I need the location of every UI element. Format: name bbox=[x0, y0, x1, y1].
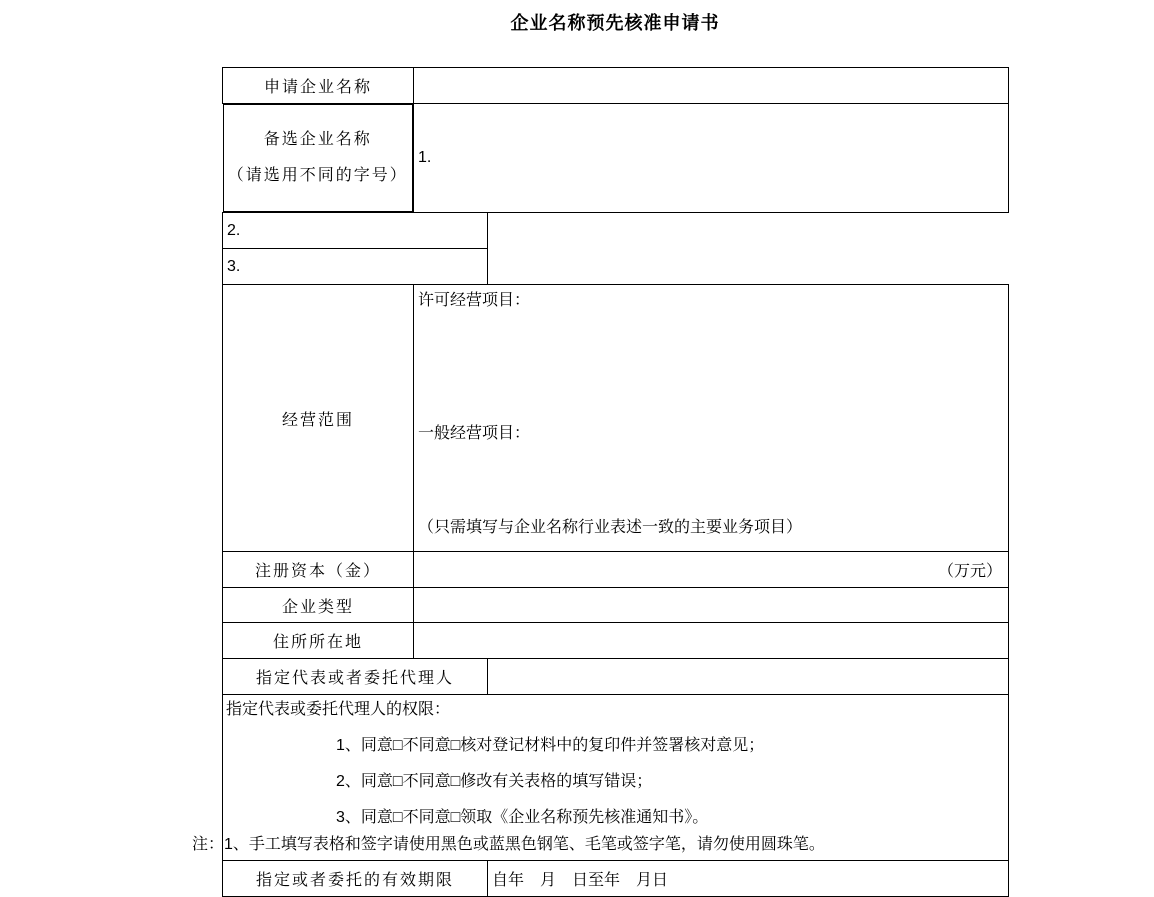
alternative-name-prefix-2: 2. bbox=[227, 221, 241, 239]
alternative-name-input-cell-2[interactable] bbox=[223, 213, 488, 249]
general-items-label: 一般经营项目： bbox=[418, 425, 531, 442]
alternative-name-row-3 bbox=[223, 249, 1009, 285]
validity-label: 指定或者委托的有效期限 bbox=[223, 861, 488, 897]
enterprise-type-input-cell[interactable] bbox=[414, 588, 1009, 623]
enterprise-type-label: 企业类型 bbox=[223, 588, 414, 623]
validity-value: 自年 月 日至年 月日 bbox=[492, 872, 669, 889]
agent-row bbox=[223, 659, 1009, 695]
business-scope-row bbox=[223, 285, 1009, 552]
address-row bbox=[223, 623, 1009, 659]
validity-row bbox=[223, 861, 1009, 897]
applied-name-label: 申请企业名称 bbox=[223, 68, 414, 104]
business-scope-label: 经营范围 bbox=[223, 285, 414, 552]
authority-heading: 指定代表或委托代理人的权限： bbox=[226, 701, 451, 718]
alternative-names-label bbox=[223, 104, 414, 212]
alternative-names-label-line2: （请选用不同的字号） bbox=[227, 167, 408, 184]
alternative-name-row-1 bbox=[223, 104, 1009, 213]
alternative-name-prefix-1: 1. bbox=[418, 149, 432, 166]
agent-input-cell[interactable] bbox=[488, 659, 1009, 695]
alternative-name-row-2 bbox=[223, 213, 1009, 249]
address-input-cell[interactable] bbox=[414, 623, 1009, 659]
registered-capital-input-cell[interactable] bbox=[414, 552, 1009, 588]
authority-item-3[interactable]: 3、同意□不同意□领取《企业名称预先核准通知书》。 bbox=[336, 809, 709, 826]
alternative-name-input-cell-3[interactable] bbox=[223, 249, 488, 285]
applied-name-input-cell[interactable] bbox=[414, 68, 1009, 104]
licensed-items-label: 许可经营项目： bbox=[418, 292, 531, 309]
registered-capital-row bbox=[223, 552, 1009, 588]
applied-name-row bbox=[223, 68, 1009, 104]
authority-item-2[interactable]: 2、同意□不同意□修改有关表格的填写错误； bbox=[336, 773, 653, 790]
enterprise-type-row bbox=[223, 588, 1009, 623]
agent-label: 指定代表或者委托代理人 bbox=[223, 659, 488, 695]
page-title: 企业名称预先核准申请书 bbox=[510, 13, 720, 33]
alternative-name-prefix-3: 3. bbox=[227, 257, 241, 275]
capital-unit-label: （万元） bbox=[937, 563, 1002, 580]
application-form-table bbox=[222, 67, 1009, 897]
footnote: 注：1、手工填写表格和签字请使用黑色或蓝黑色钢笔、毛笔或签字笔，请勿使用圆珠笔。 bbox=[192, 836, 825, 853]
validity-input-cell[interactable] bbox=[488, 861, 1009, 897]
business-scope-hint: （只需填写与企业名称行业表述一致的主要业务项目） bbox=[418, 519, 803, 536]
alternative-name-input-cell-1[interactable] bbox=[414, 104, 1009, 213]
alternative-names-label-line1: 备选企业名称 bbox=[263, 131, 372, 148]
address-label: 住所所在地 bbox=[223, 623, 414, 659]
business-scope-input-cell[interactable] bbox=[414, 285, 1009, 552]
registered-capital-label: 注册资本（金） bbox=[223, 552, 414, 588]
authority-item-1[interactable]: 1、同意□不同意□核对登记材料中的复印件并签署核对意见； bbox=[336, 737, 765, 754]
